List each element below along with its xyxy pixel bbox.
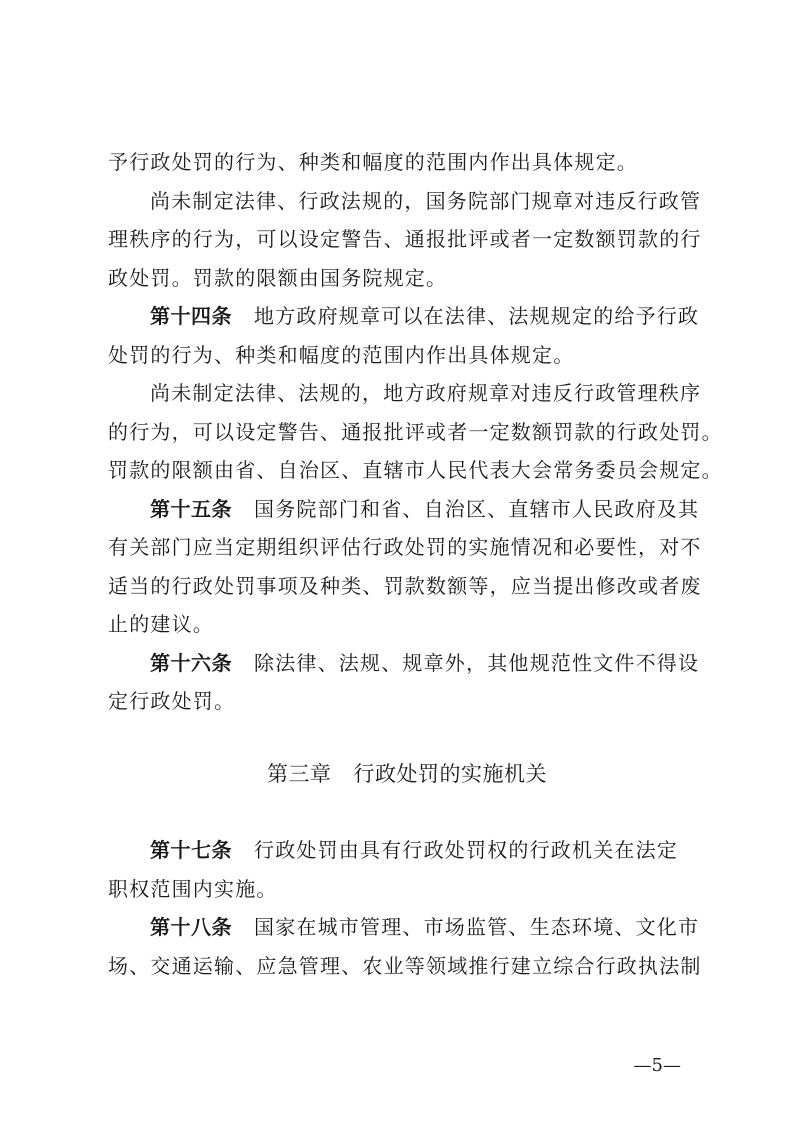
chapter-title: 行政处罚的实施机关: [353, 761, 547, 786]
article-number: 第十七条: [150, 838, 232, 862]
paragraph-line: 有关部门应当定期组织评估行政处罚的实施情况和必要性，对不: [108, 535, 702, 559]
article-number: 第十六条: [150, 650, 232, 675]
article-15: [108, 490, 706, 644]
paragraph-line: 的行为，可以设定警告、通报批评或者一定数额罚款的行政处罚。: [108, 419, 723, 444]
paragraph-1: [108, 143, 706, 182]
paragraph-line: 尚未制定法律、法规的，地方政府规章对违反行政管理秩序: [150, 381, 702, 405]
paragraph-2: [108, 182, 706, 298]
article-number: 第十八条: [150, 915, 232, 939]
paragraph-line: 理秩序的行为，可以设定警告、通报批评或者一定数额罚款的行: [108, 227, 702, 251]
article-14: [108, 297, 706, 374]
article-17: [108, 831, 706, 908]
paragraph-line: 止的建议。: [108, 612, 214, 636]
article-first-line: [108, 908, 706, 947]
paragraph-line: 除法律、法规、规章外，其他规范性文件不得设: [254, 650, 700, 675]
article-first-line: [108, 490, 706, 529]
chapter-number: 第三章: [267, 761, 332, 786]
chapter-heading: [108, 755, 706, 794]
article-first-line: [108, 297, 706, 336]
article-first-line: [108, 644, 706, 683]
paragraph-line: 地方政府规章可以在法律、法规规定的给予行政: [254, 304, 700, 328]
paragraph-line: 行政处罚由具有行政处罚权的行政机关在法定: [254, 838, 678, 862]
paragraph-line: 适当的行政处罚事项及种类、罚款数额等，应当提出修改或者废: [108, 573, 702, 598]
paragraph-4: [108, 374, 723, 490]
paragraph-line: 场、交通运输、应急管理、农业等领域推行建立综合行政执法制: [108, 953, 702, 978]
paragraph-line: 尚未制定法律、行政法规的，国务院部门规章对违反行政管: [150, 188, 702, 213]
paragraph-line: 处罚的行为、种类和幅度的范围内作出具体规定。: [108, 342, 575, 367]
article-first-line: [108, 831, 706, 870]
paragraph-line: 职权范围内实施。: [108, 876, 278, 901]
paragraph-line: 罚款的限额由省、自治区、直辖市人民代表大会常务委员会规定。: [108, 458, 723, 482]
paragraph-line: 政处罚。罚款的限额由国务院规定。: [108, 265, 448, 290]
page-number: —5—: [633, 1055, 681, 1076]
paragraph-line: 予行政处罚的行为、种类和幅度的范围内作出具体规定。: [108, 150, 638, 174]
article-number: 第十五条: [150, 496, 232, 521]
article-16: [108, 644, 706, 721]
paragraph-line: 定行政处罚。: [108, 689, 236, 713]
paragraph-line: 国务院部门和省、自治区、直辖市人民政府及其: [254, 496, 700, 521]
paragraph-line: 国家在城市管理、市场监管、生态环境、文化市: [254, 915, 700, 939]
document-body: [108, 143, 723, 985]
article-18: [108, 908, 706, 985]
article-number: 第十四条: [150, 304, 232, 328]
